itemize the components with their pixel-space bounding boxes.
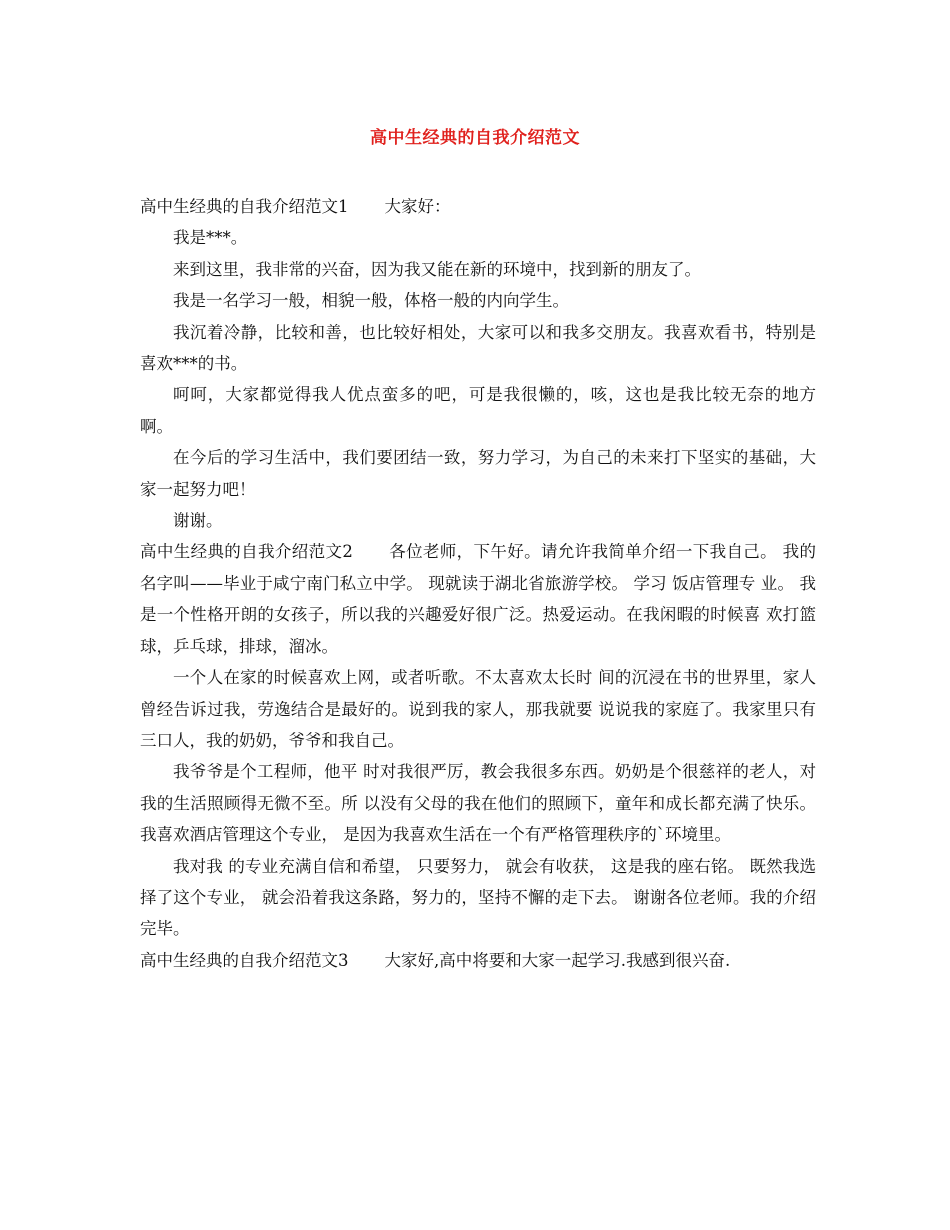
paragraph: 我对我 的专业充满自信和希望， 只要努力， 就会有收获， 这是我的座右铭。 既然我选择了这个专业， 就会沿着我这条路，努力的，坚持不懈的走下去。 谢谢各位老师。我的介绍完毕。 bbox=[140, 856, 816, 939]
section-heading: 高中生经典的自我介绍范文2 bbox=[140, 542, 353, 562]
paragraph: 我爷爷是个工程师，他平 时对我很严厉，教会我很多东西。奶奶是个很慈祥的老人，对我的生活照顾得无微不至。所 以没有父母的我在他们的照顾下，童年和成长都充满了快乐。 我喜欢酒店管理这个专业， 是因为我喜欢生活在一个有严格管理秩序的`环境里。 bbox=[140, 762, 816, 845]
document-body bbox=[140, 191, 816, 976]
paragraph-text: 大家好： bbox=[384, 197, 451, 216]
paragraph-heading-1 bbox=[140, 191, 816, 222]
paragraph-text: 各位老师，下午好。请允许我简单介绍一下我自己。 我的名字叫——毕业于咸宁南门私立中学。 现就读于湖北省旅游学校。 学习 饭店管理专 业。 我是一个性格开朗的女孩子，所以我的兴趣爱好很广泛。热爱运动。在我闲暇的时候喜 欢打篮球，乒乓球，排球，溜冰。 bbox=[140, 542, 816, 656]
paragraph: 来到这里，我非常的兴奋，因为我又能在新的环境中，找到新的朋友了。 bbox=[173, 259, 701, 279]
paragraph: 我是***。 bbox=[173, 228, 248, 248]
paragraph: 呵呵，大家都觉得我人优点蛮多的吧，可是我很懒的，咳，这也是我比较无奈的地方啊。 bbox=[140, 385, 816, 436]
paragraph: 我沉着冷静，比较和善，也比较好相处，大家可以和我多交朋友。我喜欢看书，特别是喜欢***的书。 bbox=[140, 322, 816, 374]
paragraph: 在今后的学习生活中，我们要团结一致，努力学习，为自己的未来打下坚实的基础，大家一起努力吧！ bbox=[140, 448, 816, 499]
document-title: 高中生经典的自我介绍范文 bbox=[370, 128, 580, 148]
paragraph-text: 大家好,高中将要和大家一起学习.我感到很兴奋. bbox=[384, 950, 731, 970]
paragraph: 一个人在家的时候喜欢上网，或者听歌。不太喜欢太长时 间的沉浸在书的世界里，家人曾经告诉过我，劳逸结合是最好的。说到我的家人，那我就要 说说我的家庭了。我家里只有三口人，我的奶奶，爷爷和我自己。 bbox=[140, 668, 816, 750]
section-heading: 高中生经典的自我介绍范文3 bbox=[140, 950, 349, 970]
section-heading: 高中生经典的自我介绍范文1 bbox=[140, 197, 349, 216]
paragraph-heading-3 bbox=[140, 945, 816, 976]
paragraph: 谢谢。 bbox=[173, 511, 223, 531]
paragraph-heading-2 bbox=[140, 536, 816, 662]
paragraph: 我是一名学习一般，相貌一般，体格一般的内向学生。 bbox=[173, 291, 569, 311]
